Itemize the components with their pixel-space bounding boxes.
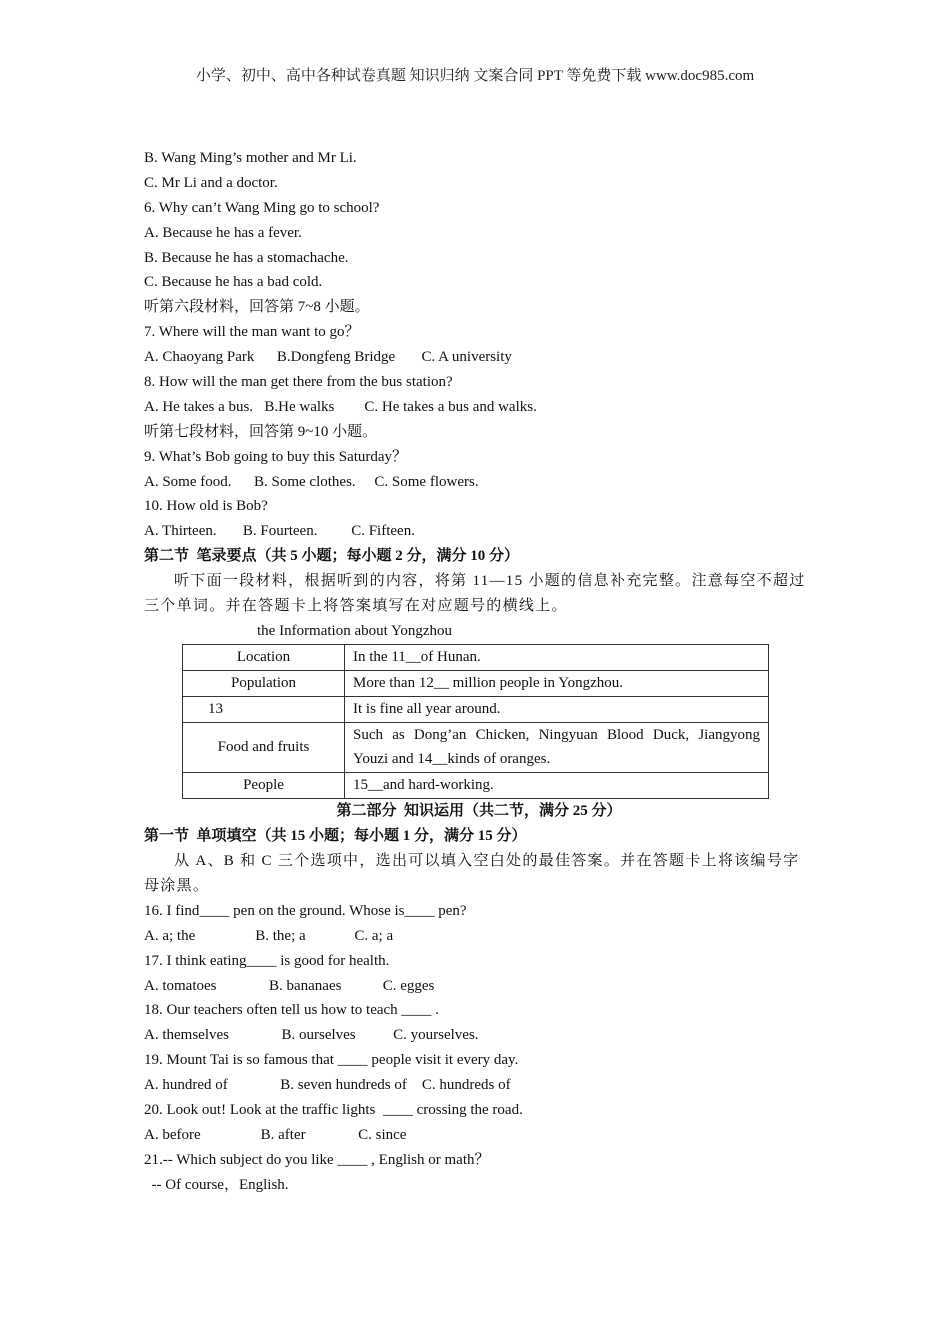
table-value: Such as Dong’an Chicken, Ningyuan Blood Duck, Jiangyong Youzi and 14__kinds of oranges. (345, 722, 769, 773)
table-value: It is fine all year around. (345, 696, 769, 722)
question-6: 6. Why can’t Wang Ming go to school? (144, 199, 380, 216)
table-row (183, 644, 769, 670)
table-value: In the 11__of Hunan. (345, 644, 769, 670)
section-title: 第二节 笔录要点（共 5 小题；每小题 2 分，满分 10 分） (144, 548, 520, 565)
info-table (182, 644, 769, 799)
text-line: A. hundred of B. seven hundreds of C. hundreds of (144, 1077, 511, 1094)
text-line: B. Because he has a stomachache. (144, 249, 349, 266)
section-instructions: 听下面一段材料，根据听到的内容，将第 11—15 小题的信息补充完整。注意每空不超过三个单词。并在答题卡上将答案填写在对应题号的横线上。 (144, 573, 806, 615)
text-line: A. Chaoyang Park B.Dongfeng Bridge C. A university (144, 349, 512, 366)
table-label: Population (183, 670, 345, 696)
text-line: A. a; the B. the; a C. a; a (144, 927, 394, 944)
text-line: C. Because he has a bad cold. (144, 274, 323, 291)
question-17: 17. I think eating____ is good for health. (144, 952, 390, 969)
question-8: 8. How will the man get there from the bus station? (144, 374, 453, 391)
text-line: B. Wang Ming’s mother and Mr Li. (144, 150, 357, 166)
text-line: A. before B. after C. since (144, 1126, 407, 1143)
text-line: C. Mr Li and a doctor. (144, 174, 278, 191)
question-20: 20. Look out! Look at the traffic lights ____ crossing the road. (144, 1102, 523, 1118)
table-row (183, 773, 769, 799)
text-line: A. Thirteen. B. Fourteen. C. Fifteen. (144, 523, 415, 540)
table-value: 15__and hard-working. (345, 773, 769, 799)
listening-instruction: 听第六段材料，回答第 7~8 小题。 (144, 299, 370, 316)
page-header: 小学、初中、高中各种试卷真题 知识归纳 文案合同 PPT 等免费下载 www.doc985.com (195, 68, 755, 84)
table-row (183, 670, 769, 696)
question-19: 19. Mount Tai is so famous that ____ people visit it every day. (144, 1052, 519, 1069)
question-16: 16. I find____ pen on the ground. Whose is____ pen? (144, 902, 467, 919)
question-10: 10. How old is Bob? (144, 498, 268, 515)
text-line: A. tomatoes B. bananaes C. egges (144, 977, 435, 994)
listening-instruction: 听第七段材料，回答第 9~10 小题。 (144, 423, 378, 440)
question-21: 21.-- Which subject do you like ____ , English or math？ (144, 1151, 490, 1168)
section-title: 第一节 单项填空（共 15 小题；每小题 1 分，满分 15 分） (144, 828, 527, 845)
question-7: 7. Where will the man want to go？ (144, 324, 360, 341)
exam-content (144, 146, 814, 1198)
table-row (183, 696, 769, 722)
table-label: People (183, 773, 345, 799)
text-line: A. Because he has a fever. (144, 224, 302, 241)
table-row (183, 722, 769, 773)
table-label: Food and fruits (183, 722, 345, 773)
question-18: 18. Our teachers often tell us how to teach ____ . (144, 1002, 439, 1019)
part-title: 第二部分 知识运用（共二节，满分 25 分） (336, 803, 622, 820)
text-line: A. themselves B. ourselves C. yourselves. (144, 1027, 479, 1044)
text-line: A. Some food. B. Some clothes. C. Some flowers. (144, 473, 479, 490)
section-instructions: 从 A、B 和 C 三个选项中，选出可以填入空白处的最佳答案。并在答题卡上将该编号字母涂黑。 (144, 853, 800, 894)
table-value: More than 12__ million people in Yongzhou. (345, 670, 769, 696)
table-caption: the Information about Yongzhou (257, 622, 452, 639)
table-label: Location (183, 644, 345, 670)
table-label: 13 (183, 696, 345, 722)
text-line: -- Of course，English. (144, 1176, 289, 1193)
question-9: 9. What’s Bob going to buy this Saturday？ (144, 448, 408, 465)
text-line: A. He takes a bus. B.He walks C. He takes a bus and walks. (144, 398, 537, 415)
